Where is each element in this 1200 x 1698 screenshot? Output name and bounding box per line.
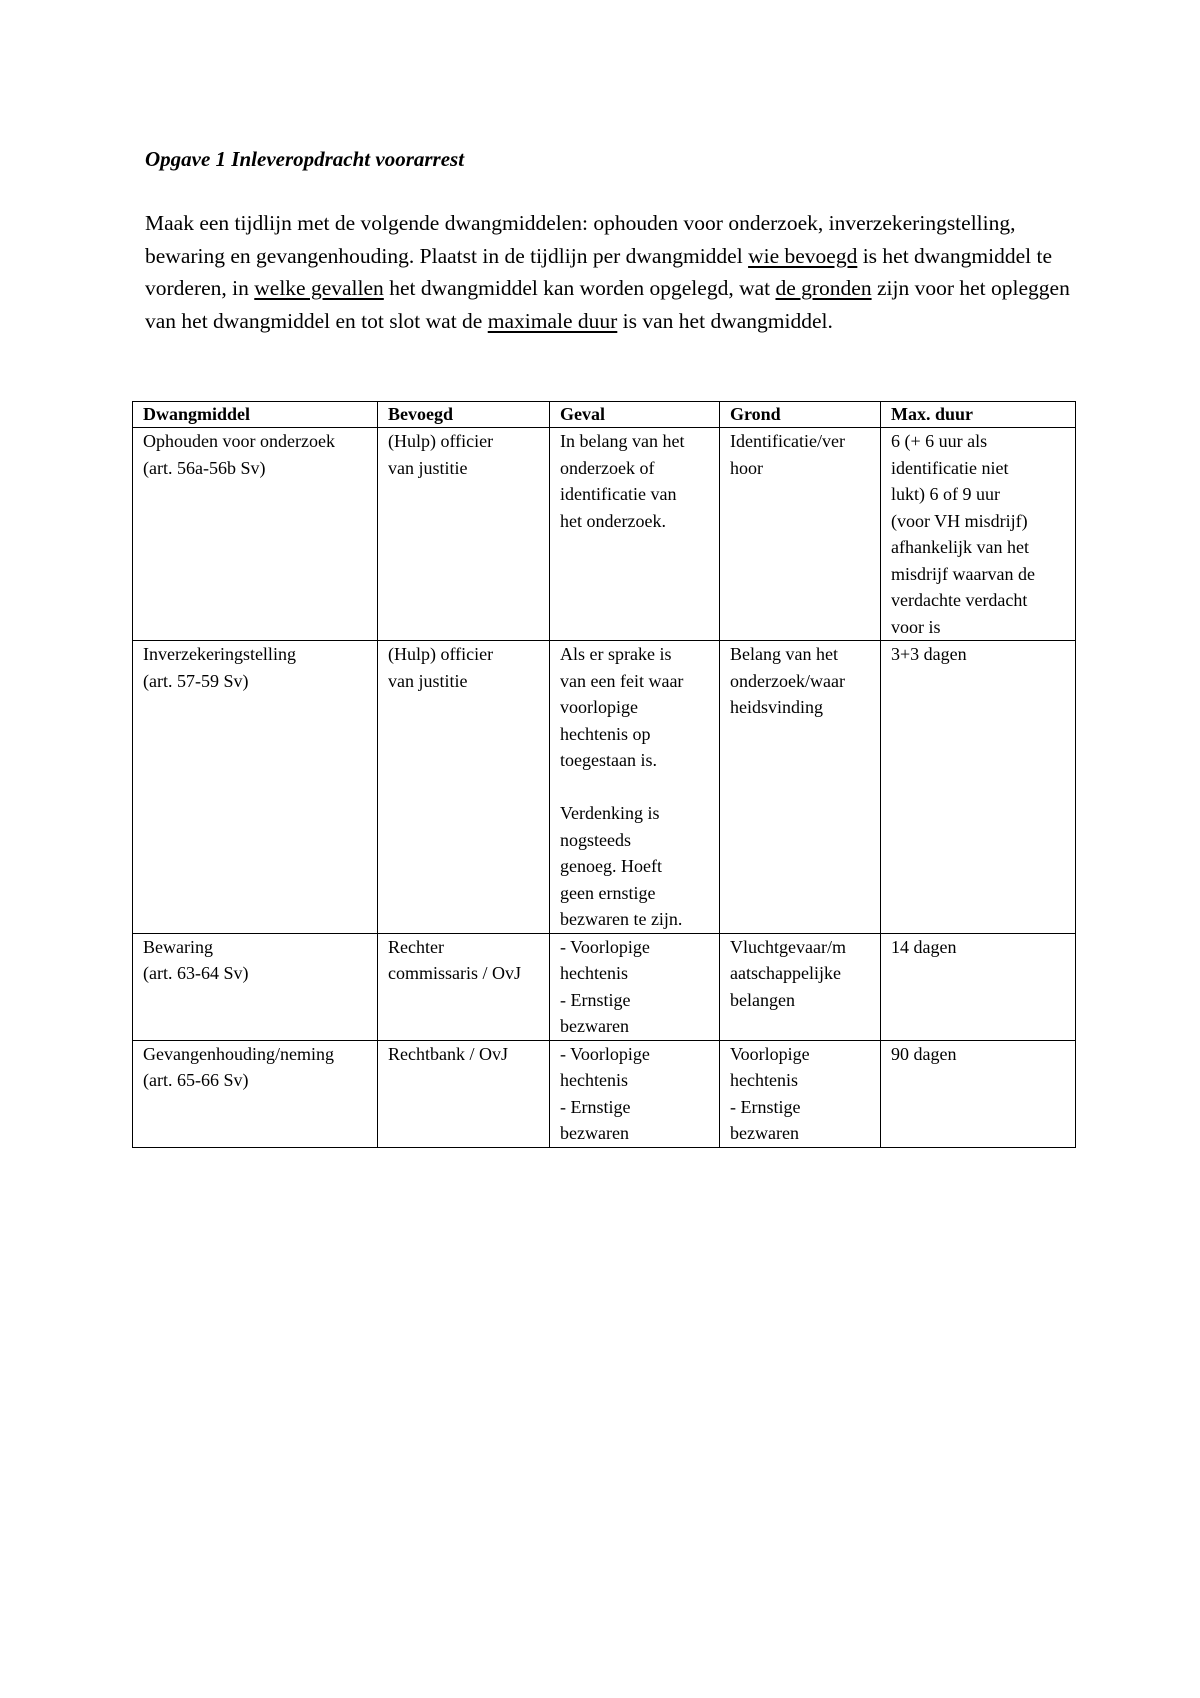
cell-geval: In belang van het onderzoek of identificatie van het onderzoek. (550, 428, 720, 641)
intro-text: het dwangmiddel kan worden opgelegd, wat (383, 276, 776, 300)
cell-max-duur: 90 dagen (881, 1040, 1076, 1147)
intro-text: Maak een tijdlijn met de volgende dwangmiddelen: ophouden voor onderzoek, inverzekeringstelling, bewaring en gevangenhouding. Plaatst in de tijdlijn per dwangmiddel (145, 211, 1016, 268)
cell-max-duur: 3+3 dagen (881, 641, 1076, 934)
header-grond: Grond (720, 402, 881, 428)
table-header-row (133, 402, 1076, 428)
table-row (133, 641, 1076, 934)
intro-text: is het dwangmiddel te vorderen, in (145, 243, 1052, 300)
cell-geval: Als er sprake is van een feit waar voorlopige hechtenis op toegestaan is. Verdenking is nogsteeds genoeg. Hoeft geen ernstige bezwaren te zijn. (550, 641, 720, 934)
header-bevoegd: Bevoegd (378, 402, 550, 428)
intro-text: zijn voor het opleggen van het dwangmiddel en tot slot wat de (145, 276, 1070, 333)
cell-grond: Vluchtgevaar/m aatschappelijke belangen (720, 933, 881, 1040)
cell-grond: Belang van het onderzoek/waar heidsvinding (720, 641, 881, 934)
cell-dwangmiddel: Gevangenhouding/neming (art. 65-66 Sv) (133, 1040, 378, 1147)
table-row (133, 428, 1076, 641)
dwangmiddelen-table (132, 401, 1076, 1148)
assignment-title: Opgave 1 Inleveropdracht voorarrest (145, 147, 465, 171)
cell-bevoegd: Rechter commissaris / OvJ (378, 933, 550, 1040)
cell-max-duur: 6 (+ 6 uur als identificatie niet lukt) 6 of 9 uur (voor VH misdrijf) afhankelijk van het misdrijf waarvan de verdachte verdacht voor is (881, 428, 1076, 641)
cell-geval: - Voorlopige hechtenis - Ernstige bezwaren (550, 933, 720, 1040)
header-geval: Geval (550, 402, 720, 428)
cell-geval: - Voorlopige hechtenis - Ernstige bezwaren (550, 1040, 720, 1147)
underlined-term-duur: maximale duur (487, 308, 618, 333)
table-row (133, 933, 1076, 1040)
assignment-instructions (145, 207, 1075, 337)
cell-dwangmiddel: Ophouden voor onderzoek (art. 56a-56b Sv) (133, 428, 378, 641)
underlined-term-gronden: de gronden (775, 276, 872, 300)
paragraph-gap (560, 774, 719, 801)
cell-bevoegd: Rechtbank / OvJ (378, 1040, 550, 1147)
table-row (133, 1040, 1076, 1147)
cell-dwangmiddel: Inverzekeringstelling (art. 57-59 Sv) (133, 641, 378, 934)
intro-text: is van het dwangmiddel. (617, 308, 833, 333)
cell-max-duur: 14 dagen (881, 933, 1076, 1040)
cell-grond: Identificatie/ver hoor (720, 428, 881, 641)
header-dwangmiddel: Dwangmiddel (133, 402, 378, 428)
cell-bevoegd: (Hulp) officier van justitie (378, 641, 550, 934)
cell-grond: Voorlopige hechtenis - Ernstige bezwaren (720, 1040, 881, 1147)
cell-bevoegd: (Hulp) officier van justitie (378, 428, 550, 641)
cell-dwangmiddel: Bewaring (art. 63-64 Sv) (133, 933, 378, 1040)
underlined-term-gevallen: welke gevallen (254, 276, 384, 300)
underlined-term-bevoegd: wie bevoegd (748, 243, 858, 268)
header-max-duur: Max. duur (881, 402, 1076, 428)
